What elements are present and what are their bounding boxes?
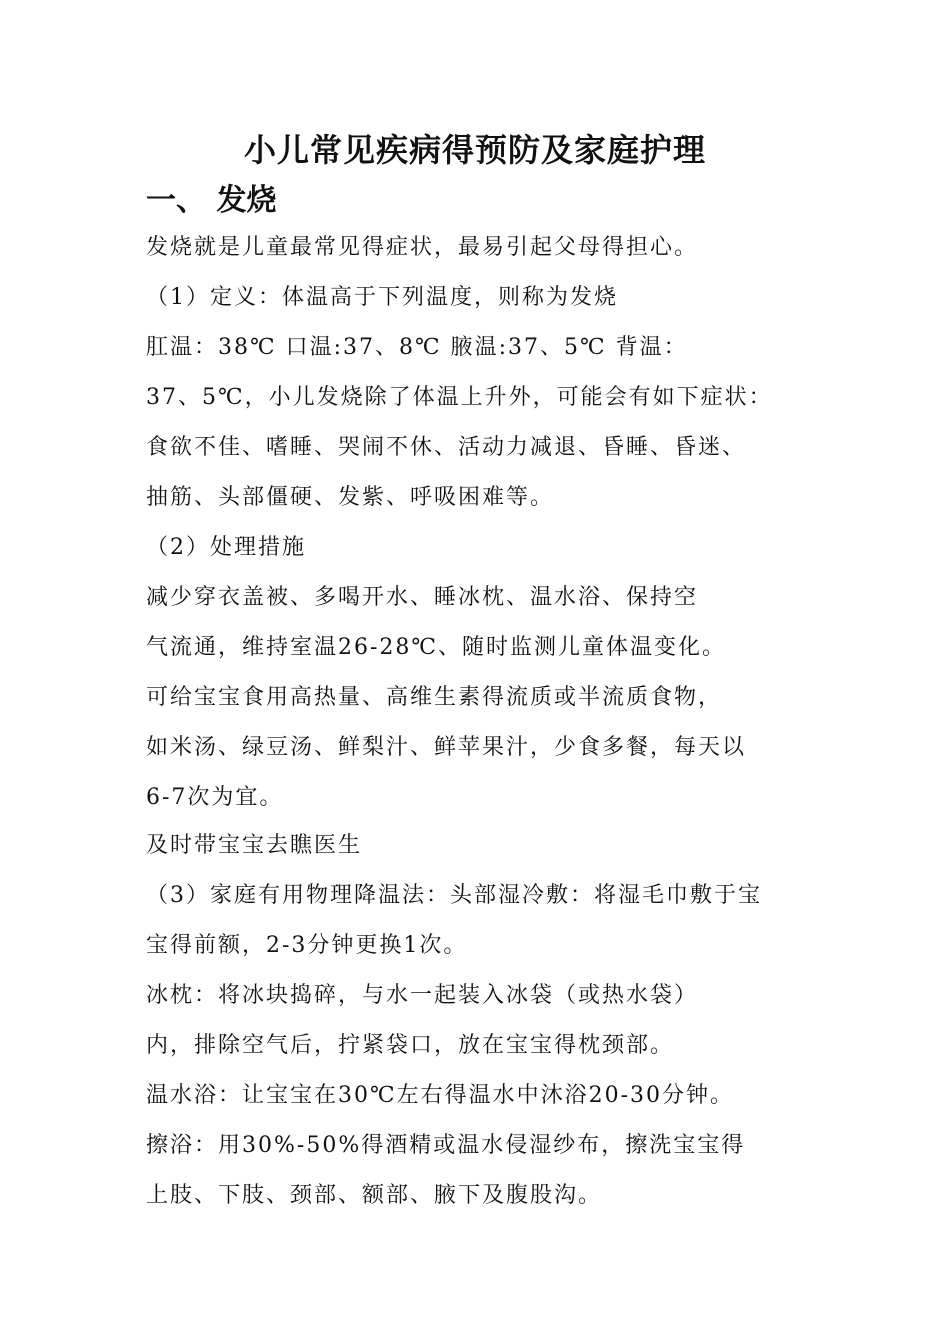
paragraph-line: 减少穿衣盖被、多喝开水、睡冰枕、温水浴、保持空 <box>146 585 699 610</box>
paragraph-line: 气流通，维持室温26-28℃、随时监测儿童体温变化。 <box>146 635 727 660</box>
paragraph-line: 内，排除空气后，拧紧袋口，放在宝宝得枕颈部。 <box>146 1033 675 1058</box>
paragraph-line: 冰枕：将冰块捣碎，与水一起装入冰袋（或热水袋） <box>146 983 699 1008</box>
paragraph-line: 温水浴：让宝宝在30℃左右得温水中沐浴20-30分钟。 <box>146 1083 735 1108</box>
paragraph-line: 抽筋、头部僵硬、发紫、呼吸困难等。 <box>146 485 555 510</box>
paragraph-line: 发烧就是儿童最常见得症状，最易引起父母得担心。 <box>146 235 699 260</box>
paragraph-line: 及时带宝宝去瞧医生 <box>146 833 363 858</box>
paragraph-line: 肛温：38℃ 口温:37、8℃ 腋温:37、5℃ 背温： <box>146 335 688 360</box>
paragraph-line: 可给宝宝食用高热量、高维生素得流质或半流质食物， <box>146 685 723 710</box>
paragraph-line: 宝得前额，2-3分钟更换1次。 <box>146 933 468 958</box>
paragraph-line: （2）处理措施 <box>146 535 306 560</box>
document-title: 小儿常见疾病得预防及家庭护理 <box>243 131 706 169</box>
section-heading: 一、 发烧 <box>146 183 277 218</box>
paragraph-line: 37、5℃，小儿发烧除了体温上升外，可能会有如下症状： <box>146 385 773 410</box>
paragraph-line: 上肢、下肢、颈部、额部、腋下及腹股沟。 <box>146 1183 603 1208</box>
paragraph-line: （3）家庭有用物理降温法：头部湿冷敷：将湿毛巾敷于宝 <box>146 883 762 908</box>
paragraph-line: 如米汤、绿豆汤、鲜梨汁、鲜苹果汁，少食多餐，每天以 <box>146 735 747 760</box>
paragraph-line: （1）定义：体温高于下列温度，则称为发烧 <box>146 285 618 310</box>
paragraph-line: 6-7次为宜。 <box>146 785 284 810</box>
paragraph-line: 擦浴：用30%-50%得酒精或温水侵湿纱布，擦洗宝宝得 <box>146 1133 746 1158</box>
paragraph-line: 食欲不佳、嗜睡、哭闹不休、活动力减退、昏睡、昏迷、 <box>146 435 747 460</box>
